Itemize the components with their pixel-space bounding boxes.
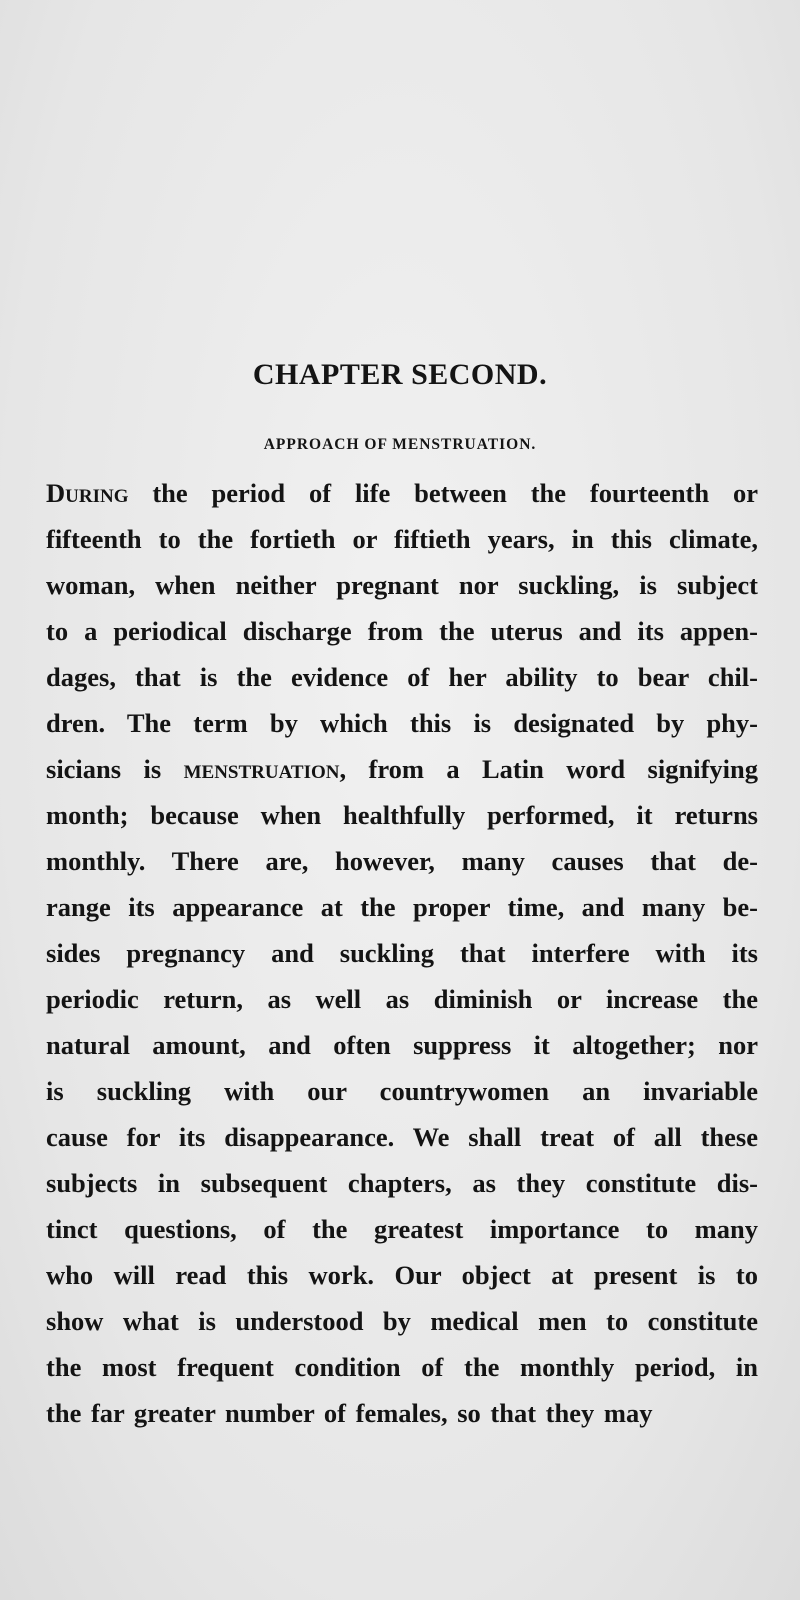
text-line: range its appearance at the proper time, and many be- bbox=[46, 892, 758, 922]
text-line: sides pregnancy and suckling that interfere with its bbox=[46, 938, 758, 968]
text-line: tinct questions, of the greatest importance to many bbox=[46, 1214, 758, 1244]
text-line: the most frequent condition of the monthly period, in bbox=[46, 1352, 758, 1382]
text-line: During the period of life between the fourteenth or bbox=[46, 478, 758, 508]
text-line: who will read this work. Our object at present is to bbox=[46, 1260, 758, 1290]
text-line: sicians is menstruation, from a Latin word signifying bbox=[46, 754, 759, 784]
chapter-subtitle: APPROACH OF MENSTRUATION. bbox=[263, 436, 537, 453]
text-line: fifteenth to the fortieth or fiftieth years, in this climate, bbox=[46, 524, 758, 554]
text-line: show what is understood by medical men to constitute bbox=[46, 1306, 758, 1336]
text-line: subjects in subsequent chapters, as they constitute dis- bbox=[46, 1168, 758, 1198]
text-line: dren. The term by which this is designated by phy- bbox=[46, 708, 758, 738]
text-line: to a periodical discharge from the uterus and its appen- bbox=[46, 616, 758, 646]
text-line: cause for its disappearance. We shall treat of all these bbox=[46, 1122, 758, 1152]
text-line: is suckling with our countrywomen an invariable bbox=[46, 1076, 758, 1106]
text-line: month; because when healthfully performed, it returns bbox=[46, 800, 758, 830]
small-caps-word: menstruation bbox=[183, 754, 340, 784]
body-paragraph bbox=[46, 470, 758, 1436]
text-line: monthly. There are, however, many causes that de- bbox=[46, 846, 758, 876]
small-caps-word: During bbox=[46, 478, 129, 508]
text-line: natural amount, and often suppress it altogether; nor bbox=[46, 1030, 758, 1060]
text-line: woman, when neither pregnant nor suckling, is subject bbox=[46, 570, 758, 600]
chapter-title: CHAPTER SECOND. bbox=[252, 358, 548, 391]
text-line: dages, that is the evidence of her ability to bear chil- bbox=[46, 662, 758, 692]
text-line: periodic return, as well as diminish or increase the bbox=[46, 984, 758, 1014]
text-line: the far greater number of females, so that they may bbox=[46, 1398, 653, 1428]
